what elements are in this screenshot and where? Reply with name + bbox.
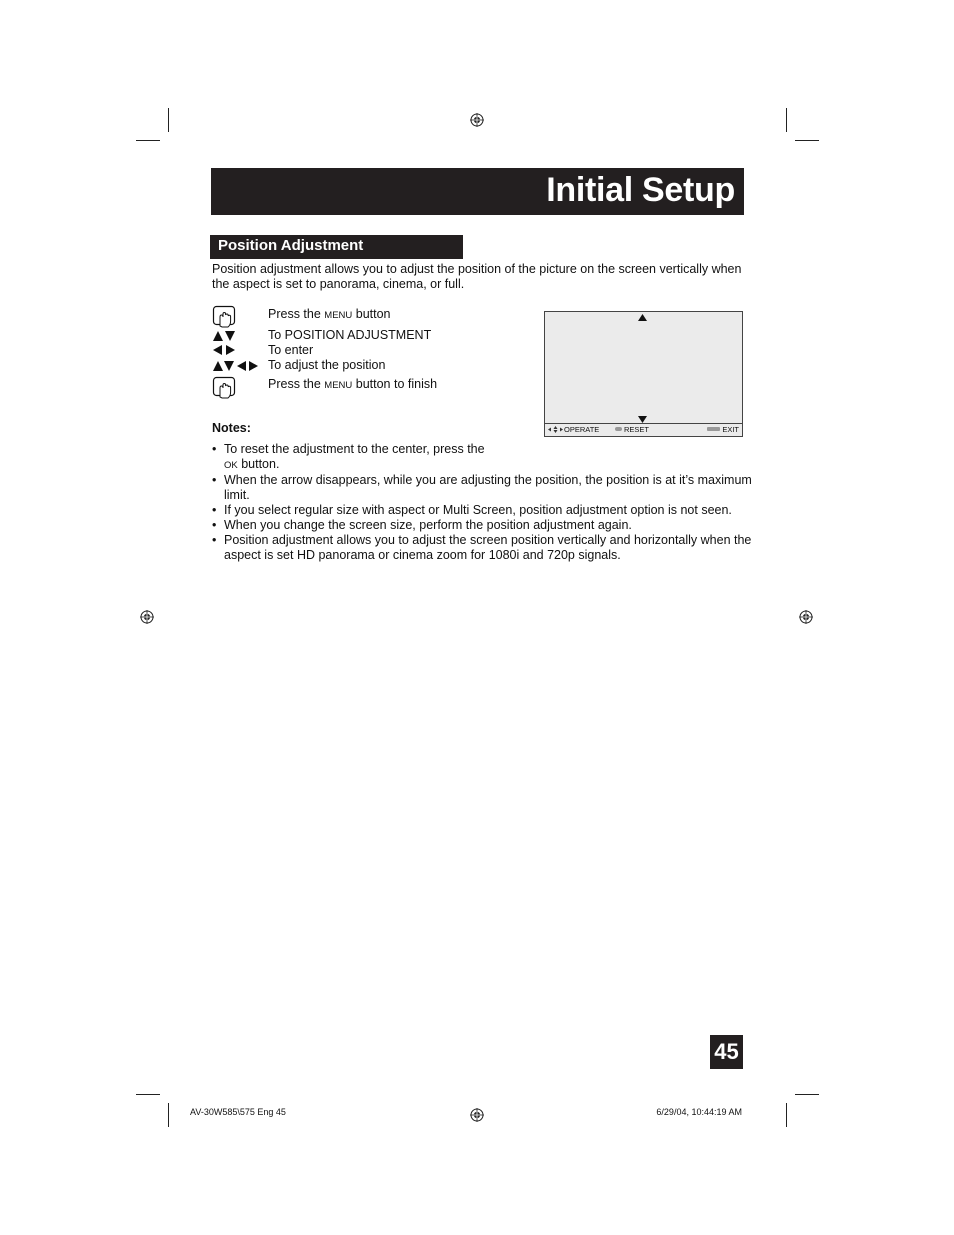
section-header	[210, 235, 463, 259]
exit-button-icon	[707, 427, 720, 431]
notes-list	[212, 442, 752, 563]
crop-mark	[136, 1094, 160, 1095]
screen-status-bar	[545, 423, 742, 436]
note-item: • Position adjustment allows you to adjust the screen position vertically and horizontally when the aspect is set HD panorama or cinema zoom for 1080i and 720p signals.	[212, 533, 752, 563]
crop-mark	[795, 1094, 819, 1095]
note-item: • If you select regular size with aspect or Multi Screen, position adjustment option is not seen.	[212, 503, 752, 518]
four-arrows-icon	[213, 361, 259, 371]
crop-mark	[795, 140, 819, 141]
left-right-arrows-icon	[213, 345, 235, 355]
up-down-arrows-icon	[213, 331, 235, 341]
registration-mark-icon	[470, 1108, 484, 1122]
step-to-enter: To enter	[268, 343, 314, 357]
notes-title: Notes:	[212, 421, 251, 435]
footer-right: 6/29/04, 10:44:19 AM	[656, 1107, 742, 1117]
menu-word: MENU	[324, 310, 353, 321]
registration-mark-icon	[140, 610, 154, 624]
crop-mark	[786, 108, 787, 132]
arrow-down-icon	[638, 416, 647, 423]
note-item: • When you change the screen size, perform the position adjustment again.	[212, 518, 752, 533]
step-finish: Press the MENU button to finish	[268, 377, 438, 391]
crop-mark	[786, 1103, 787, 1127]
step-to-adjust: To adjust the position	[268, 358, 386, 372]
registration-mark-icon	[799, 610, 813, 624]
reset-label: RESET	[624, 425, 650, 434]
arrow-up-icon	[638, 314, 647, 321]
step-press-menu: Press the MENU button	[268, 307, 391, 321]
crop-mark	[168, 1103, 169, 1127]
step-to-position: To POSITION ADJUSTMENT	[268, 328, 432, 342]
hand-press-icon	[212, 376, 236, 400]
registration-mark-icon	[470, 113, 484, 127]
note-item: • To reset the adjustment to the center, press the OK button.	[212, 442, 752, 473]
footer-left: AV-30W585\575 Eng 45	[190, 1107, 286, 1117]
intro-paragraph: Position adjustment allows you to adjust the position of the picture on the screen vertically when the aspect is set to panorama, cinema, or full.	[212, 262, 742, 291]
crop-mark	[168, 108, 169, 132]
operate-label: OPERATE	[564, 425, 600, 434]
ok-word: OK	[224, 460, 238, 471]
exit-label: EXIT	[722, 425, 739, 434]
page-number: 45	[710, 1035, 743, 1069]
reset-button-icon	[615, 427, 622, 431]
crop-mark	[136, 140, 160, 141]
four-way-arrow-icon	[548, 426, 563, 433]
screen-illustration	[544, 311, 743, 437]
note-item: • When the arrow disappears, while you are adjusting the position, the position is at it’s maximum limit.	[212, 473, 752, 503]
menu-word: MENU	[324, 380, 353, 391]
header-banner	[211, 168, 744, 215]
section-title: Position Adjustment	[218, 237, 364, 254]
page-title: Initial Setup	[546, 171, 735, 209]
hand-press-icon	[212, 305, 236, 329]
